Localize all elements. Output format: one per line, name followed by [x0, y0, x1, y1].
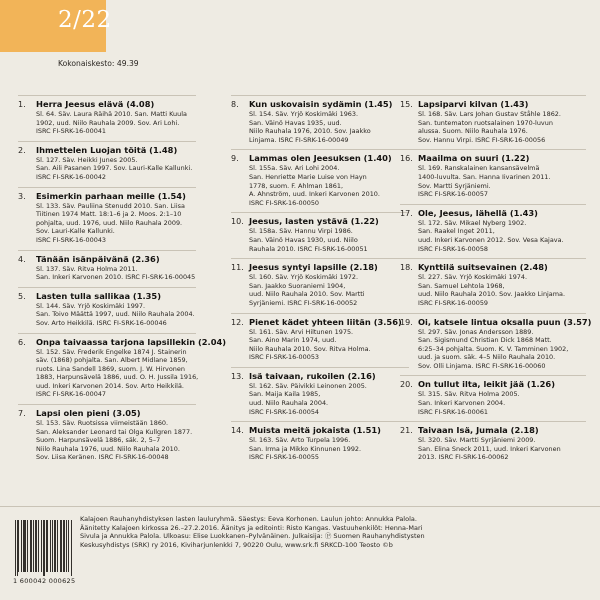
track-credit-line: ISRC FI-SRK-16-00055 — [249, 453, 320, 462]
barcode-bar — [36, 520, 37, 572]
track-number: 8. — [231, 100, 239, 109]
track-credit-line: San. Aino Marin 1974, uud. — [249, 336, 337, 345]
track-body — [418, 425, 586, 462]
track-number: 13. — [231, 371, 244, 381]
track-title: Tänään isänpäivänä (2.36) — [36, 253, 160, 264]
track-item — [400, 313, 592, 371]
barcode-bar — [41, 520, 42, 572]
track-title: Isä taivaan, rukoilen (2.16) — [249, 370, 376, 381]
track-title: Kun uskovaisin sydämin (1.45) — [249, 99, 393, 109]
track-credit-line: San. Inkeri Karvonen 2010. ISRC FI-SRK-16-00045 — [36, 273, 196, 282]
track-body — [418, 208, 586, 253]
track-credit-line: ISRC FI-SRK-16-00061 — [418, 407, 489, 416]
track-number: 15. — [400, 100, 413, 109]
barcode-bar — [54, 520, 55, 572]
barcode-bar — [47, 520, 48, 572]
track-credit-line: Suom. Harpunsävelä 1886, säk. 2, 5–7 — [36, 436, 161, 445]
barcode-bar — [17, 520, 18, 576]
barcode-bar — [60, 520, 61, 572]
track-credit-line: uud. Niilo Rauhala 2004. — [249, 399, 329, 408]
track-item — [231, 212, 409, 253]
track-credits — [249, 328, 409, 362]
barcode-bar — [24, 520, 25, 572]
track-credit-line: San. Henriette Marie Luise von Hayn — [249, 172, 367, 181]
barcode-bar — [50, 520, 51, 572]
barcode-bar — [71, 520, 72, 576]
track-body — [36, 337, 226, 400]
track-title: Ihmettelen Luojan töitä (1.48) — [36, 144, 178, 155]
barcode-bar — [66, 520, 67, 572]
track-item — [400, 204, 586, 253]
track-credit-line: ISRC FI-SRK-16-00058 — [418, 244, 489, 253]
barcode-bar — [23, 520, 24, 572]
track-item — [400, 258, 586, 307]
track-title: Ole, Jeesus, lähellä (1.43) — [418, 207, 538, 218]
track-column-3 — [400, 95, 592, 467]
track-body — [249, 99, 409, 144]
track-credit-line: San. Toivo Määttä 1997, uud. Niilo Rauhala 2004. — [36, 310, 195, 319]
track-body — [249, 425, 409, 462]
track-credits — [418, 273, 586, 307]
track-credit-line: ISRC FI-SRK-16-00054 — [249, 407, 320, 416]
track-number: 3. — [18, 191, 26, 201]
footer-line: Sivula ja Annukka Palola. Ulkoasu: Elise Luokkanen–Pylvänäinen. Julkaisija: Ⓟ Suomen Rauhanyhdistysten — [80, 532, 425, 541]
track-credit-line: Niilo Rauhala 2010. Sov. Ritva Holma. — [249, 344, 371, 353]
track-credit-line: Sl. 227. Säv. Yrjö Koskimäki 1974. — [418, 273, 528, 282]
track-number: 10. — [231, 217, 244, 227]
track-credit-line: uud. ja suom. säk. 4–5 Niilo Rauhala 2010. — [418, 353, 556, 362]
track-number: 20. — [400, 380, 413, 390]
track-body — [36, 99, 196, 136]
track-credit-line: Sl. 158a. Säv. Hannu Virpi 1986. — [249, 227, 353, 236]
track-item — [18, 250, 196, 282]
barcode-bar — [18, 520, 19, 572]
track-body — [36, 291, 196, 328]
track-credit-line: Sl. 169. Ranskalainen kansansävelmä — [418, 164, 540, 173]
barcode-bar — [31, 520, 32, 572]
track-credit-line: Sov. Arto Heikkilä. ISRC FI-SRK-16-00046 — [36, 318, 167, 327]
track-credit-line: ISRC FI-SRK-16-00042 — [36, 172, 107, 181]
track-credits — [249, 436, 409, 462]
track-item — [231, 313, 409, 362]
track-item — [400, 375, 586, 416]
barcode — [13, 520, 76, 588]
track-credit-line: ISRC FI-SRK-16-00059 — [418, 298, 489, 307]
track-item — [18, 187, 196, 245]
track-credit-line: Sl. 137. Säv. Ritva Holma 2011. — [36, 264, 138, 273]
track-title: Oi, katsele lintua oksalla puun (3.57) — [418, 316, 592, 327]
track-credits — [249, 164, 409, 207]
track-title: Kynttilä suitsevainen (2.48) — [418, 262, 548, 273]
track-item — [18, 141, 196, 182]
barcode-bar — [64, 520, 65, 572]
track-number: 14. — [231, 426, 244, 436]
barcode-bar — [25, 520, 26, 572]
track-credit-line: San. Samuel Lehtola 1968, — [418, 281, 505, 290]
track-credit-line: ISRC FI-SRK-16-00053 — [249, 353, 320, 362]
track-credits — [249, 382, 409, 416]
track-credit-line: pohjalta, uud. 1976, uud. Niilo Rauhala 2009. — [36, 218, 183, 227]
track-item — [18, 333, 227, 400]
track-body — [249, 262, 409, 307]
track-credits — [249, 110, 409, 144]
track-title: Lammas olen Jeesuksen (1.40) — [249, 153, 392, 164]
track-body — [249, 216, 409, 253]
track-credit-line: Sl. 297. Säv. Jonas Andersson 1889. — [418, 327, 534, 336]
track-credit-line: 1778, suom. F. Ahlman 1861, — [249, 181, 344, 190]
track-credit-line: San. Jaakko Suoraniemi 1904, — [249, 281, 346, 290]
track-credit-line: ISRC FI-SRK-16-00041 — [36, 127, 107, 136]
track-column-1 — [18, 95, 227, 467]
track-body — [418, 317, 591, 371]
track-credit-line: Sl. 154. Säv. Yrjö Koskimäki 1963. — [249, 110, 359, 118]
track-number: 17. — [400, 208, 413, 218]
track-credit-line: Sl. 161. Säv. Arvi Hiltunen 1975. — [249, 327, 354, 336]
track-badge-text: 2/22 — [58, 7, 112, 33]
track-body — [418, 379, 586, 416]
track-body — [249, 153, 409, 207]
barcode-bar — [33, 520, 34, 572]
track-credits — [36, 419, 196, 462]
track-credit-line: 6:25–34 pohjalta. Suom. K. V. Tamminen 1902, — [418, 344, 569, 353]
track-credit-line: Sl. 144. Säv. Yrjö Koskimäki 1997. — [36, 301, 146, 310]
track-credit-line: Rauhala 2010. ISRC FI-SRK-16-00051 — [249, 244, 368, 253]
track-number: 4. — [18, 254, 26, 264]
track-body — [36, 145, 196, 182]
track-credits — [36, 265, 196, 282]
track-number: 16. — [400, 154, 413, 164]
track-credit-line: Sl. 162. Säv. Päivikki Leinonen 2005. — [249, 381, 367, 390]
track-item — [231, 367, 409, 416]
track-body — [36, 408, 196, 462]
track-credit-line: Sl. 172. Säv. Mikael Nyberg 1902. — [418, 218, 527, 227]
track-item — [400, 95, 586, 144]
track-title: On tullut ilta, leikit jää (1.26) — [418, 379, 555, 390]
track-credits — [36, 348, 226, 400]
track-title: Herra Jeesus elävä (4.08) — [36, 99, 155, 109]
track-credit-line: Sl. 133. Säv. Pauliina Stenudd 2010. San. Liisa — [36, 201, 185, 210]
track-credit-line: uud. Niilo Rauhala 2010. Sov. Martti — [249, 290, 365, 299]
track-number: 7. — [18, 409, 26, 419]
barcode-bar — [43, 520, 44, 576]
track-credit-line: 1902, uud. Niilo Rauhala 2009. Sov. Ari Lohi. — [36, 118, 180, 127]
barcode-bar — [38, 520, 39, 572]
track-credit-line: uud. Inkeri Karvonen 2012. Sov. Vesa Kajava. — [418, 235, 564, 244]
track-credits — [36, 110, 196, 136]
footer-line: Kalajoen Rauhanyhdistyksen lasten lauluryhmä. Säestys: Eeva Korhonen. Laulun johto: Annukka Palola. — [80, 515, 417, 523]
track-credit-line: Sov. Lauri-Kalle Kallunki. — [36, 227, 115, 236]
credits-footer — [80, 515, 520, 549]
track-credit-line: Sl. 320. Säv. Martti Syrjäniemi 2009. — [418, 436, 536, 445]
track-credit-line: ISRC FI-SRK-16-00057 — [418, 190, 489, 199]
barcode-digits: 1 600042 000625 — [13, 577, 76, 585]
track-number: 1. — [18, 100, 26, 109]
track-credits — [36, 302, 196, 328]
track-item — [231, 258, 409, 307]
track-title: Pienet kädet yhteen liitän (3.56) — [249, 316, 402, 327]
track-title: Jeesus, lasten ystävä (1.22) — [249, 216, 379, 227]
barcode-bar — [15, 520, 16, 576]
track-credit-line: San. Sigismund Christian Dick 1868 Matt. — [418, 336, 552, 345]
track-title: Jeesus syntyi lapsille (2.18) — [249, 262, 378, 273]
track-number: 6. — [18, 337, 26, 347]
track-credit-line: 1400-luvulta. San. Hanna Iivarinen 2011. — [418, 172, 551, 181]
track-body — [418, 153, 586, 198]
track-title: Taivaan Isä, Jumala (2.18) — [418, 425, 539, 436]
track-body — [418, 262, 586, 307]
footer-divider — [0, 506, 600, 507]
track-credits — [249, 227, 409, 253]
track-credit-line: San. Elina Sneck 2011, uud. Inkeri Karvonen — [418, 444, 561, 453]
barcode-bar — [21, 520, 22, 572]
track-credits — [418, 328, 591, 371]
track-body — [249, 317, 409, 362]
track-title: Lapsiparvi kilvan (1.43) — [418, 99, 529, 109]
track-credit-line: Linjama. ISRC FI-SRK-16-00049 — [249, 135, 349, 144]
track-item — [18, 95, 196, 136]
track-credit-line: ISRC FI-SRK-16-00043 — [36, 235, 107, 244]
track-credit-line: Niilo Rauhala 1976, 2010. Sov. Jaakko — [249, 127, 371, 136]
track-item — [231, 95, 409, 144]
track-title: Lapsi olen pieni (3.05) — [36, 408, 141, 419]
barcode-bar — [61, 520, 62, 572]
track-title: Muista meitä jokaista (1.51) — [249, 425, 381, 436]
track-credit-line: Tiitinen 1974 Matt. 18:1–6 ja 2. Moos. 2:1–10 — [36, 210, 182, 219]
track-credit-line: San. Aili Pasanen 1997. Sov. Lauri-Kalle Kallunki. — [36, 164, 193, 173]
track-credit-line: Sov. Liisa Keränen. ISRC FI-SRK-16-00048 — [36, 453, 169, 462]
track-credit-line: Sl. 127. Säv. Heikki Junes 2005. — [36, 155, 138, 164]
track-credits — [36, 156, 196, 182]
track-credit-line: ISRC FI-SRK-16-00050 — [249, 198, 320, 207]
track-number: 2. — [18, 145, 26, 155]
track-number: 11. — [231, 263, 244, 273]
track-credit-line: Niilo Rauhala 1976, uud. Niilo Rauhala 2010. — [36, 444, 180, 453]
track-credits — [418, 164, 586, 198]
total-length: Kokonaiskesto: 49.39 — [58, 59, 139, 68]
track-credit-line: Sl. 152. Säv. Frederik Engelke 1874 J. Stainerin — [36, 347, 187, 356]
barcode-bar — [57, 520, 58, 572]
track-credit-line: San. Irma ja Mikko Kinnunen 1992. — [249, 444, 362, 453]
track-credit-line: Sl. 153. Säv. Ruotsissa viimeistään 1860. — [36, 419, 169, 428]
track-credit-line: Sl. 160. Säv. Yrjö Koskimäki 1972. — [249, 273, 359, 282]
track-number: 12. — [231, 317, 244, 327]
track-credit-line: Sov. Martti Syrjäniemi. — [418, 181, 491, 190]
track-credits — [418, 390, 586, 416]
track-number: 18. — [400, 263, 413, 273]
track-credit-line: Sl. 315. Säv. Ritva Holma 2005. — [418, 390, 520, 399]
track-credits — [36, 202, 196, 245]
track-credit-line: San. Maija Kaila 1985, — [249, 390, 321, 399]
track-item — [231, 149, 409, 207]
barcode-bar — [27, 520, 28, 572]
track-credit-line: alussa. Suom. Niilo Rauhala 1976. — [418, 127, 528, 136]
track-column-2 — [231, 95, 409, 467]
track-credit-line: 1883, Harpunsävelä 1886, uud. O. H. Jussila 1916, — [36, 373, 199, 382]
track-item — [400, 421, 586, 462]
barcode-bar — [52, 520, 53, 572]
barcode-bar — [55, 520, 56, 572]
track-badge — [0, 0, 112, 52]
track-title: Esimerkin parhaan meille (1.54) — [36, 190, 186, 201]
track-title: Maailma on suuri (1.22) — [418, 153, 530, 164]
track-credit-line: San. Väinö Havas 1935, uud. — [249, 118, 342, 127]
track-credit-line: ruots. Lina Sandell 1869, suom. J. W. Hirvonen — [36, 364, 185, 373]
track-credit-line: San. Inkeri Karvonen 2004. — [418, 399, 506, 408]
track-credit-line: A. Ahnström, uud. Inkeri Karvonen 2010. — [249, 190, 380, 199]
track-credit-line: San. Raakel Inget 2011, — [418, 227, 495, 236]
track-body — [36, 254, 196, 282]
track-credit-line: uud. Niilo Rauhala 2010. Sov. Jaakko Linjama. — [418, 290, 566, 299]
track-credit-line: säv. (1868) pohjalta. San. Albert Midlane 1859, — [36, 356, 188, 365]
track-credit-line: 2013. ISRC FI-SRK-16-00062 — [418, 453, 509, 462]
track-item — [231, 421, 409, 462]
track-item — [400, 149, 586, 198]
track-title: Lasten tulla sallikaa (1.35) — [36, 290, 161, 301]
barcode-bar — [63, 520, 64, 572]
barcode-bar — [44, 520, 45, 576]
track-title: Onpa taivaassa tarjona lapsillekin (2.04) — [36, 336, 227, 347]
track-credit-line: Sov. Olli Linjama. ISRC FI-SRK-16-00060 — [418, 361, 546, 370]
track-number: 5. — [18, 291, 26, 301]
footer-line: Äänitetty Kalajoen kirkossa 26.–27.2.2016. Äänitys ja editointi: Risto Kangas. Vastuuhenkilöt: Henna-Mari — [80, 523, 423, 532]
barcode-bar — [35, 520, 36, 572]
track-credit-line: San. Aleksander Leonard tai Olga Kullgren 1877. — [36, 427, 193, 436]
track-number: 19. — [400, 317, 413, 327]
track-number: 9. — [231, 154, 239, 164]
track-number: 21. — [400, 426, 413, 436]
track-credit-line: Sov. Hannu Virpi. ISRC FI-SRK-16-00056 — [418, 135, 546, 144]
barcode-bars — [13, 520, 73, 576]
track-credits — [418, 110, 586, 144]
barcode-bar — [30, 520, 31, 572]
track-item — [18, 404, 196, 462]
track-credit-line: ISRC FI-SRK-16-00047 — [36, 390, 107, 399]
track-body — [249, 371, 409, 416]
track-item — [18, 287, 196, 328]
track-credit-line: San. Väinö Havas 1930, uud. Niilo — [249, 235, 358, 244]
footer-line: Keskusyhdistys (SRK) ry 2016, Kiviharjunlenkki 7, 90220 Oulu, www.srk.fi SRKCD-100 Teosto ©b — [80, 540, 393, 549]
track-credit-line: Sl. 64. Säv. Laura Räihä 2010. San. Matti Kuula — [36, 110, 187, 118]
track-credit-line: Sl. 163. Säv. Arto Turpela 1996. — [249, 436, 351, 445]
track-credit-line: San. tuntematon ruotsalainen 1970-luvun — [418, 118, 553, 127]
track-credits — [249, 273, 409, 307]
barcode-bar — [68, 520, 69, 572]
track-credits — [418, 219, 586, 253]
track-credit-line: Sl. 168. Säv. Lars Johan Gustav Ståhle 1862. — [418, 110, 561, 118]
track-body — [36, 191, 196, 245]
track-credit-line: Sl. 155a. Säv. Ari Lohi 2004. — [249, 164, 340, 173]
barcode-bar — [46, 520, 47, 572]
track-credit-line: uud. Inkeri Karvonen 2014. Sov. Arto Heikkilä. — [36, 381, 184, 390]
track-credits — [418, 436, 586, 462]
track-body — [418, 99, 586, 144]
track-credit-line: Syrjäniemi. ISRC FI-SRK-16-00052 — [249, 298, 358, 307]
